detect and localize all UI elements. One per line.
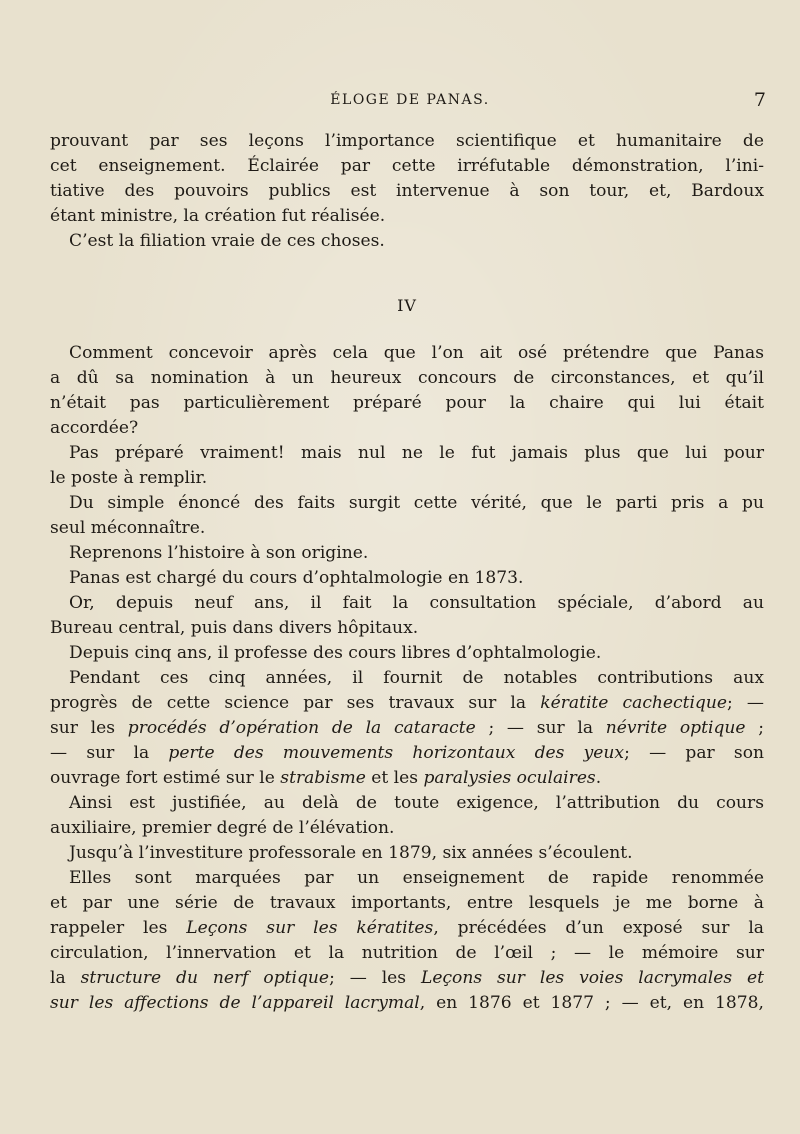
italic-title: sur les affections de l’appareil lacrymal	[50, 993, 420, 1013]
italic-title: paralysies oculaires	[423, 768, 596, 788]
text-line: Comment concevoir après cela que l’on ait osé prétendre que Panas	[69, 343, 764, 363]
italic-title: structure du nerf optique	[80, 968, 330, 988]
text-line	[50, 716, 764, 741]
text-line: étant ministre, la création fut réalisée.	[50, 206, 386, 226]
text-run: sur les	[50, 718, 116, 738]
text-line: auxiliaire, premier degré de l’élévation.	[50, 818, 395, 838]
text-line: Depuis cinq ans, il professe des cours libres d’ophtalmologie.	[69, 643, 602, 663]
text-run: , précédées d’un exposé sur la	[433, 918, 764, 938]
text-line: et par une série de travaux importants, entre lesquels je me borne à	[50, 893, 764, 913]
text-run: rappeler les	[50, 918, 168, 938]
text-line: seul méconnaître.	[50, 518, 206, 538]
text-line: tiative des pouvoirs publics est intervenue à son tour, et, Bardoux	[50, 181, 764, 201]
text-run: ; — les	[329, 968, 407, 988]
section-heading: IV	[397, 296, 417, 315]
text-run: ; — par son	[624, 743, 764, 763]
text-line	[50, 966, 764, 991]
text-line: le poste à remplir.	[50, 468, 208, 488]
running-head	[50, 89, 770, 114]
text-line: Du simple énoncé des faits surgit cette vérité, que le parti pris a pu	[69, 493, 764, 513]
text-line	[50, 991, 764, 1016]
italic-title: perte des mouvements horizontaux des yeux	[168, 743, 625, 763]
text-run: .	[595, 768, 602, 788]
text-run: ;	[758, 718, 765, 738]
page-number: 7	[753, 89, 766, 111]
text-line	[50, 766, 764, 791]
text-line: Pas préparé vraiment! mais nul ne le fut jamais plus que lui pour	[69, 443, 764, 463]
text-run: progrès de cette science par ses travaux sur la	[50, 693, 527, 713]
text-run: — sur la	[50, 743, 150, 763]
text-line	[50, 916, 764, 941]
text-run: ; —	[727, 693, 764, 713]
text-line	[50, 741, 764, 766]
text-run: la	[50, 968, 66, 988]
body-text	[50, 129, 764, 1016]
text-line: Ainsi est justifiée, au delà de toute exigence, l’attribution du cours	[69, 793, 764, 813]
italic-title: strabisme	[280, 768, 366, 788]
text-line: Reprenons l’histoire à son origine.	[69, 543, 369, 563]
italic-title: kératite cachectique	[540, 693, 727, 713]
text-run: ; — sur la	[488, 718, 594, 738]
text-line: Or, depuis neuf ans, il fait la consultation spéciale, d’abord au	[69, 593, 764, 613]
italic-title: Leçons sur les kératites	[186, 918, 434, 938]
text-line: n’était pas particulièrement préparé pour la chaire qui lui était	[50, 393, 764, 413]
text-line: accordée?	[50, 418, 139, 438]
text-line: Panas est chargé du cours d’ophtalmologie en 1873.	[69, 568, 524, 588]
text-run: et les	[371, 768, 419, 788]
text-line: a dû sa nomination à un heureux concours de circonstances, et qu’il	[50, 368, 764, 388]
text-line: cet enseignement. Éclairée par cette irréfutable démonstration, l’ini-	[50, 156, 764, 176]
text-run: , en 1876 et 1877 ; — et, en 1878,	[419, 993, 764, 1013]
text-line: C’est la filiation vraie de ces choses.	[69, 231, 385, 251]
italic-title: névrite optique	[605, 718, 746, 738]
text-run: ouvrage fort estimé sur le	[50, 768, 275, 788]
text-line: circulation, l’innervation et la nutrition de l’œil ; — le mémoire sur	[50, 943, 764, 963]
text-line: Pendant ces cinq années, il fournit de notables contributions aux	[69, 668, 764, 688]
italic-title: procédés d’opération de la cataracte	[127, 718, 476, 738]
text-line	[50, 691, 764, 716]
text-line: Jusqu’à l’investiture professorale en 1879, six années s’écoulent.	[69, 843, 633, 863]
running-title: ÉLOGE DE PANAS.	[330, 92, 490, 108]
text-line: prouvant par ses leçons l’importance scientifique et humanitaire de	[50, 131, 764, 151]
text-line: Bureau central, puis dans divers hôpitaux.	[50, 618, 419, 638]
text-line: Elles sont marquées par un enseignement de rapide renommée	[69, 868, 764, 888]
italic-title: Leçons sur les voies lacrymales et	[420, 968, 765, 988]
